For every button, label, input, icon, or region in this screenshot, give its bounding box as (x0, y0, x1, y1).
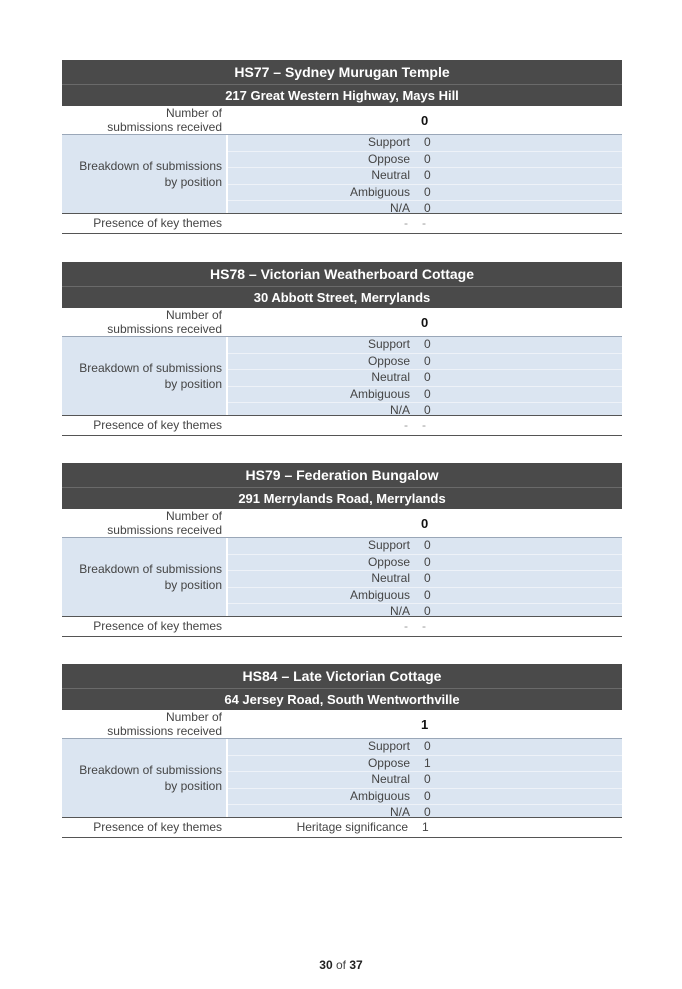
site-title: HS77 – Sydney Murugan Temple (62, 60, 622, 85)
site-table (62, 60, 622, 234)
submissions-count-value: 0 (421, 515, 429, 531)
breakdown-values (226, 337, 622, 418)
site-title: HS79 – Federation Bungalow (62, 463, 622, 488)
position-value: 0 (424, 554, 431, 569)
position-value: 0 (424, 538, 431, 552)
breakdown-label-text: Breakdown of submissions by position (79, 159, 222, 189)
position-value: 0 (424, 386, 431, 401)
submissions-count-label-text: Number of submissions received (107, 710, 222, 738)
position-row (228, 538, 622, 555)
key-theme-name: - (404, 619, 408, 633)
submissions-count-value: 0 (421, 112, 429, 128)
breakdown-label (62, 337, 226, 415)
position-value: 0 (424, 337, 431, 351)
breakdown-label (62, 739, 226, 817)
key-themes-label: Presence of key themes (93, 216, 222, 230)
position-value: 1 (424, 755, 431, 770)
submissions-count-row (62, 106, 622, 135)
position-value: 0 (424, 353, 431, 368)
submissions-count-label (62, 710, 226, 738)
key-theme-count: - (422, 216, 426, 230)
site-header (62, 664, 622, 710)
position-value: 0 (424, 135, 431, 149)
site-header (62, 262, 622, 308)
position-label: Neutral (371, 571, 410, 586)
position-label: N/A (389, 403, 410, 418)
position-label: Oppose (367, 755, 410, 770)
breakdown-values (226, 538, 622, 619)
position-row (228, 337, 622, 354)
submissions-count-row (62, 509, 622, 538)
submissions-count-value: 1 (421, 716, 429, 732)
position-label: Support (367, 135, 410, 149)
breakdown-label-text: Breakdown of submissions by position (79, 562, 222, 592)
position-label: Ambiguous (349, 788, 410, 803)
submissions-count-value: 0 (421, 314, 429, 330)
position-row (228, 789, 622, 806)
submissions-count-row (62, 710, 622, 739)
position-row (228, 571, 622, 588)
page-sep: of (335, 958, 346, 972)
breakdown-label-text: Breakdown of submissions by position (79, 361, 222, 391)
site-table (62, 664, 622, 838)
submissions-count-label-text: Number of submissions received (107, 106, 222, 134)
position-value: 0 (424, 604, 431, 619)
position-row (228, 555, 622, 572)
position-label: N/A (389, 201, 410, 216)
breakdown-row (62, 135, 622, 214)
position-value: 0 (424, 403, 431, 418)
key-theme-name: Heritage significance (296, 820, 408, 834)
key-theme-count: - (422, 418, 426, 432)
position-row (228, 772, 622, 789)
position-row (228, 756, 622, 773)
key-themes-row (62, 617, 622, 637)
site-table (62, 262, 622, 436)
key-themes-row (62, 416, 622, 436)
key-theme-count: 1 (422, 820, 429, 834)
position-label: Support (367, 739, 410, 753)
position-label: Oppose (367, 151, 410, 166)
submissions-count-label (62, 308, 226, 336)
submissions-count-label-text: Number of submissions received (107, 509, 222, 537)
breakdown-label (62, 538, 226, 616)
position-value: 0 (424, 739, 431, 753)
position-label: Ambiguous (349, 386, 410, 401)
key-theme-name: - (404, 216, 408, 230)
position-label: Neutral (371, 370, 410, 385)
position-label: Support (367, 337, 410, 351)
position-row (228, 739, 622, 756)
position-value: 0 (424, 772, 431, 787)
breakdown-row (62, 538, 622, 617)
submissions-count-row (62, 308, 622, 337)
position-row (228, 387, 622, 404)
page-number (0, 958, 682, 972)
position-value: 0 (424, 587, 431, 602)
position-row (228, 370, 622, 387)
site-address: 64 Jersey Road, South Wentworthville (224, 692, 460, 707)
key-theme-name: - (404, 418, 408, 432)
site-address: 291 Merrylands Road, Merrylands (238, 491, 446, 506)
position-row (228, 354, 622, 371)
key-themes-label: Presence of key themes (93, 418, 222, 432)
position-row (228, 588, 622, 605)
position-value: 0 (424, 805, 431, 820)
position-label: Oppose (367, 353, 410, 368)
position-value: 0 (424, 571, 431, 586)
site-title: HS78 – Victorian Weatherboard Cottage (62, 262, 622, 287)
position-value: 0 (424, 184, 431, 199)
breakdown-label (62, 135, 226, 213)
key-themes-label: Presence of key themes (93, 619, 222, 633)
breakdown-row (62, 337, 622, 416)
position-label: Support (367, 538, 410, 552)
breakdown-row (62, 739, 622, 818)
position-label: Neutral (371, 772, 410, 787)
page-total: 37 (349, 958, 363, 972)
position-label: Ambiguous (349, 587, 410, 602)
position-label: N/A (389, 805, 410, 820)
site-header (62, 463, 622, 509)
breakdown-label-text: Breakdown of submissions by position (79, 763, 222, 793)
position-label: N/A (389, 604, 410, 619)
page-current: 30 (319, 958, 333, 972)
site-address: 30 Abbott Street, Merrylands (253, 290, 431, 305)
site-title: HS84 – Late Victorian Cottage (62, 664, 622, 689)
key-themes-row (62, 214, 622, 234)
position-value: 0 (424, 168, 431, 183)
position-label: Oppose (367, 554, 410, 569)
submissions-count-label (62, 106, 226, 134)
site-address: 217 Great Western Highway, Mays Hill (225, 88, 459, 103)
breakdown-values (226, 135, 622, 216)
site-header (62, 60, 622, 106)
position-label: Ambiguous (349, 184, 410, 199)
position-value: 0 (424, 370, 431, 385)
position-value: 0 (424, 788, 431, 803)
site-table (62, 463, 622, 637)
breakdown-values (226, 739, 622, 820)
position-value: 0 (424, 201, 431, 216)
key-themes-label: Presence of key themes (93, 820, 222, 834)
position-row (228, 185, 622, 202)
key-themes-row (62, 818, 622, 838)
position-value: 0 (424, 151, 431, 166)
submissions-count-label-text: Number of submissions received (107, 308, 222, 336)
position-row (228, 168, 622, 185)
position-row (228, 135, 622, 152)
submissions-count-label (62, 509, 226, 537)
position-row (228, 152, 622, 169)
key-theme-count: - (422, 619, 426, 633)
position-label: Neutral (371, 168, 410, 183)
